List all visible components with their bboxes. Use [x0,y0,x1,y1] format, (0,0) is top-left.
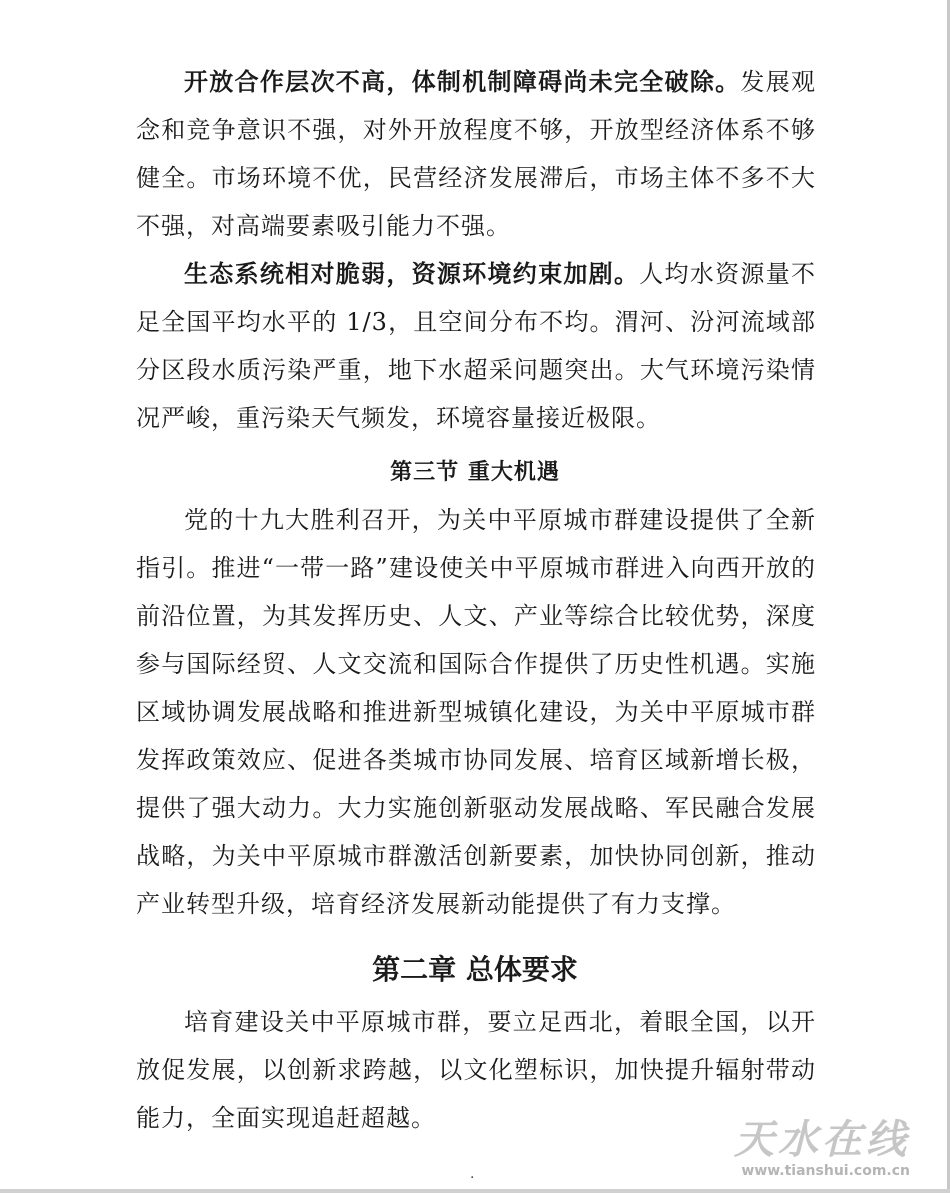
paragraph-open-cooperation [136,58,816,250]
paragraph-overall-requirements [136,998,816,1142]
paragraph-body-text: 党的十九大胜利召开，为关中平原城市群建设提供了全新指引。推进“一带一路”建设使关中平原城市群进入向西开放的前沿位置，为其发挥历史、人文、产业等综合比较优势，深度参与国际经贸、人文交流和国际合作提供了历史性机遇。实施区域协调发展战略和推进新型城镇化建设，为关中平原城市群发挥政策效应、促进各类城市协同发展、培育区域新增长极，提供了强大动力。大力实施创新驱动发展战略、军民融合发展战略，为关中平原城市群激活创新要素，加快协同创新，推动产业转型升级，培育经济发展新动能提供了有力支撑。 [136,506,816,918]
site-watermark [734,1108,910,1179]
paragraph-body-text: 培育建设关中平原城市群，要立足西北，着眼全国，以开放促发展，以创新求跨越，以文化塑标识，加快提升辐射带动能力，全面实现追赶超越。 [136,1008,816,1132]
page-number-mark: · [470,1170,475,1186]
watermark-logo-text: 天水在线 [734,1117,910,1163]
paragraph-body-text: 人均水资源量不足全国平均水平的 1/3，且空间分布不均。渭河、汾河流域部分区段水质污染严重，地下水超采问题突出。大气环境污染情况严峻，重污染天气频发，环境容量接近极限。 [136,260,816,432]
paragraph-ecology [136,250,816,442]
paragraph-major-opportunities [136,496,816,928]
watermark-url: www.tianshui.com.cn [741,1163,910,1179]
section-title: 第三节 重大机遇 [390,459,560,485]
paragraph-body-text: 发展观念和竞争意识不强，对外开放程度不够，开放型经济体系不够健全。市场环境不优，民营经济发展滞后，市场主体不多不大不强，对高端要素吸引能力不强。 [136,68,817,240]
paragraph-lead-text: 生态系统相对脆弱，资源环境约束加剧。 [184,259,640,288]
paragraph-lead-text: 开放合作层次不高，体制机制障碍尚未完全破除。 [184,67,741,96]
page-edge-bottom [0,1189,950,1193]
chapter-title: 第二章 总体要求 [372,953,578,986]
